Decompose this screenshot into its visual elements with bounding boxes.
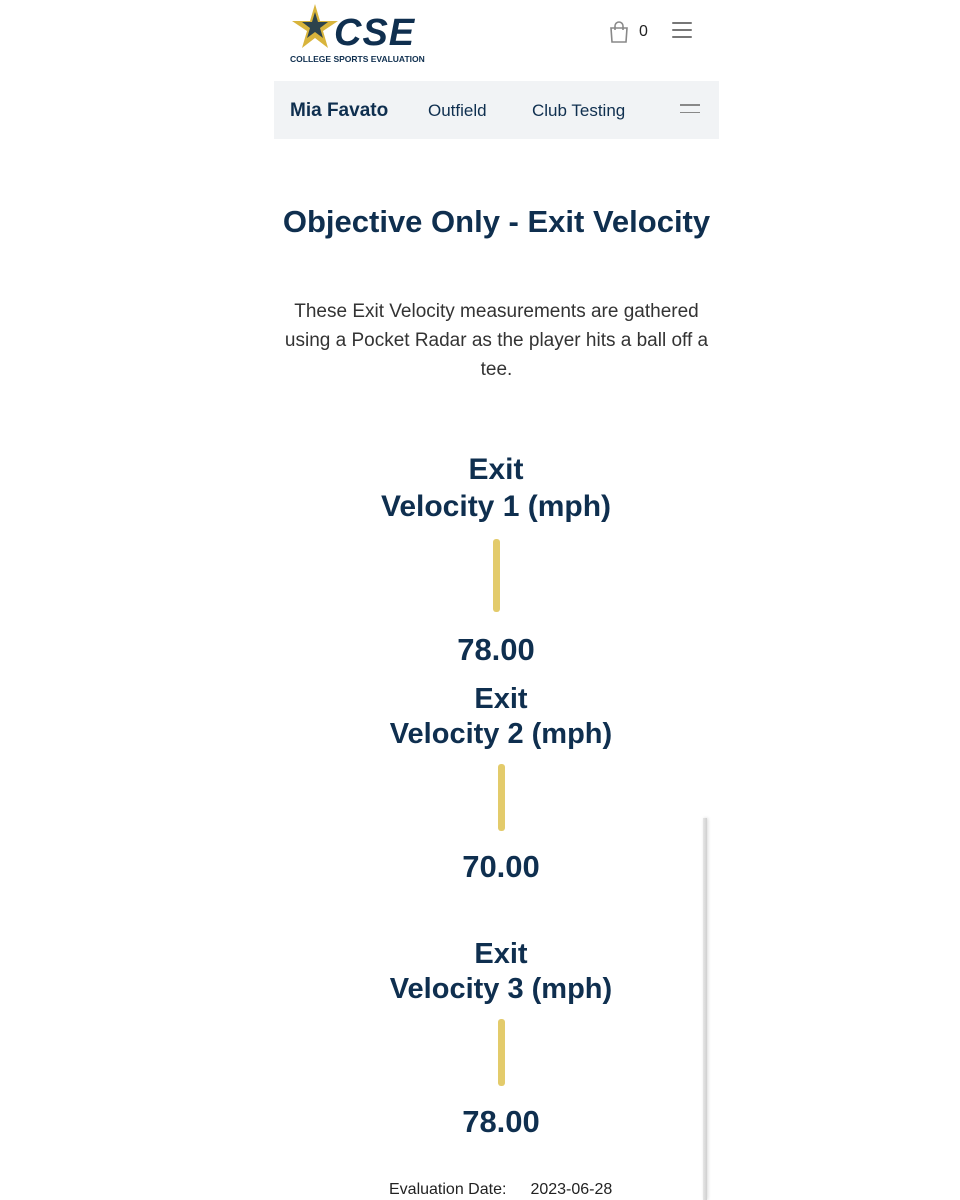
nav-club[interactable]: Club Testing <box>532 101 626 120</box>
metric-label-line1: Exit <box>474 938 528 970</box>
evaluation-date-row <box>389 1181 612 1199</box>
subnav-menu-icon[interactable] <box>680 104 700 116</box>
nav-position[interactable]: Outfield <box>428 101 487 120</box>
metric-label-line2: Velocity 1 (mph) <box>380 490 612 523</box>
shopping-bag-icon[interactable] <box>607 20 631 44</box>
metric-value: 78.00 <box>462 1104 540 1139</box>
star-logo-icon <box>290 2 340 52</box>
cse-logo[interactable] <box>290 2 425 64</box>
evaluation-date-value: 2023-06-28 <box>530 1181 613 1198</box>
cart-count: 0 <box>639 23 648 40</box>
scrollbar[interactable] <box>703 818 707 1200</box>
metric-exit-velocity-3 <box>372 937 630 1140</box>
metric-label-line1: Exit <box>468 453 524 486</box>
section-description: These Exit Velocity measurements are gathered using a Pocket Radar as the player hits a ball off a tee. <box>284 301 709 380</box>
evaluation-date-label: Evaluation Date: <box>389 1181 507 1198</box>
metric-label <box>372 937 630 1007</box>
metric-label-line1: Exit <box>474 683 528 715</box>
logo-text: CSE <box>334 12 416 54</box>
metric-value: 78.00 <box>457 632 535 667</box>
metric-exit-velocity-2 <box>372 682 630 885</box>
metric-label <box>372 682 630 752</box>
metric-exit-velocity-1 <box>360 451 632 668</box>
site-header <box>274 0 719 70</box>
metric-label-line2: Velocity 3 (mph) <box>389 973 613 1005</box>
metric-label <box>360 451 632 525</box>
metric-divider <box>493 539 500 612</box>
metric-value: 70.00 <box>462 849 540 884</box>
metric-label-line2: Velocity 2 (mph) <box>389 718 613 750</box>
metric-divider <box>498 1019 505 1086</box>
section-title: Objective Only - Exit Velocity <box>282 204 711 239</box>
menu-icon[interactable] <box>672 22 692 38</box>
logo-subtitle: COLLEGE SPORTS EVALUATION <box>290 54 425 64</box>
player-subnav <box>274 81 719 139</box>
player-name[interactable]: Mia Favato <box>290 100 389 121</box>
metric-divider <box>498 764 505 831</box>
